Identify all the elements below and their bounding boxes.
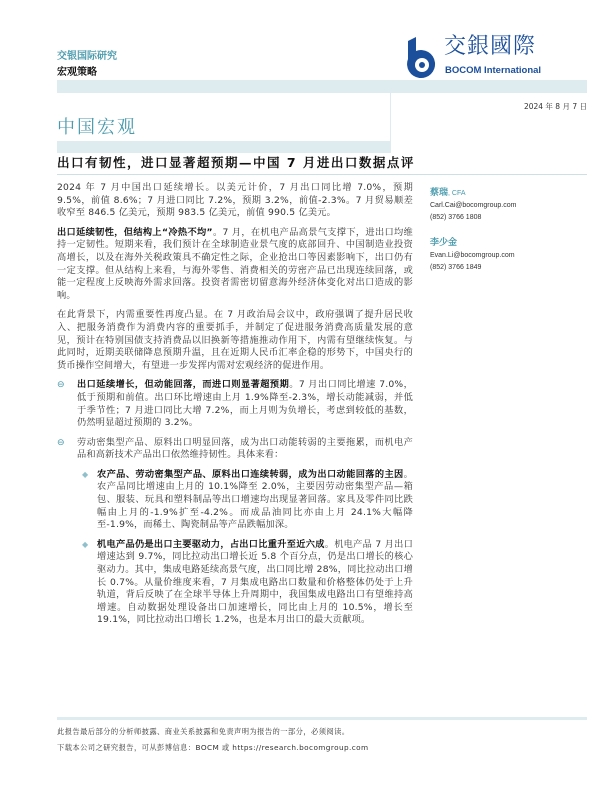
bullet-text: 。农产品同比增速由上月的 10.1%降至 2.0%，主要因劳动密集型产品—箱包、服装、玩具和塑料制品等出口增速均出现显著回落。家具及零件同比跌幅由上月的-1.9%扩至-4.2%。而成品油同比亦由上月 24.1%大幅降至-1.9%，而稀土、陶瓷制品等产品跌幅加深。 xyxy=(97,468,413,531)
sub-bullet-item xyxy=(57,469,413,532)
footer-divider xyxy=(57,717,587,720)
report-body xyxy=(57,182,413,634)
department: 宏观策略 xyxy=(57,67,97,78)
divider xyxy=(390,93,391,153)
header-band xyxy=(57,80,587,93)
lead-in: 农产品、劳动密集型产品、原料出口连续转弱，成为出口动能回落的主因 xyxy=(97,468,404,480)
bullet-item xyxy=(57,437,413,462)
logo-text-cn: 交銀國際 xyxy=(444,34,537,59)
author-phone: (852) 3766 1849 xyxy=(430,264,482,271)
report-title: 出口有韧性，进口显著超预期—中国 7 月进出口数据点评 xyxy=(57,155,415,170)
download-note: 下载本公司之研究报告，可从彭博信息：BOCM 或 https://research.bocomgroup.com xyxy=(57,743,369,752)
author-name: 蔡瑞 xyxy=(430,187,449,197)
section-title: 中国宏观 xyxy=(57,117,137,138)
author-credential: , CFA xyxy=(448,190,466,197)
bullet-text: 。7 月出口同比增速 7.0%，低于预期和前值。出口环比增速由上月 1.9%降至-2.3%，增长动能减弱，并低于季节性；7 月进口同比大增 7.2%，而上月则为负增长，考虑到较低的基数，仍然明显超过预期的 3.2%。 xyxy=(77,379,413,429)
summary-paragraph: 2024 年 7 月中国出口延续增长。以美元计价，7 月出口同比增 7.0%，预期 9.5%，前值 8.6%；7 月进口同比 7.2%，预期 3.2%，前值-2.3%。7 月贸易顺差收窄至 846.5 亿美元，预期 983.5 亿美元，前值 990.5 亿美元。 xyxy=(57,182,413,219)
sub-bullet-item xyxy=(57,539,413,627)
sub-bullet-icon: ◆ xyxy=(82,469,89,479)
sub-bullet-icon: ◆ xyxy=(82,539,89,549)
bullet-text: 劳动密集型产品、原料出口明显回落，成为出口动能转弱的主要拖累，而机电产品和高新技术产品出口依然维持韧性。具体来看： xyxy=(77,436,413,461)
logo-text-en: BOCOM International xyxy=(445,65,542,76)
section-band xyxy=(57,141,390,153)
author-card xyxy=(430,236,516,274)
report-date: 2024 年 8 月 7 日 xyxy=(523,102,587,111)
lead-in: 出口延续韧性，但结构上“冷热不均” xyxy=(57,226,213,238)
author-phone: (852) 3766 1808 xyxy=(430,214,482,221)
bullet-icon: ⊖ xyxy=(57,380,65,391)
paragraph-domestic-demand: 在此背景下，内需重要性再度凸显。在 7 月政治局会议中，政府强调了提升居民收入、把服务消费作为消费内容的重要抓手，并制定了促进服务消费高质量发展的意见，预计在特别国债支持消费品以旧换新等措施推动作用下，内需有望继续恢复。与此同时，近期美联储降息预期升温，且在近期人民币汇率企稳的形势下，中国央行的货币操作空间增大，有望进一步发挥内需对宏观经济的促进作用。 xyxy=(57,309,413,371)
bocom-logo xyxy=(402,34,592,79)
disclaimer-note: 此报告最后部分的分析师披露、商业关系披露和免责声明为报告的一部分，必须阅读。 xyxy=(57,727,350,736)
paragraph-export-resilience xyxy=(57,227,413,303)
divider xyxy=(57,174,587,175)
author-email[interactable]: Evan.Li@bocomgroup.com xyxy=(430,252,515,259)
author-email[interactable]: Carl.Cai@bocomgroup.com xyxy=(430,202,517,209)
bullet-item xyxy=(57,379,413,429)
author-panel xyxy=(430,186,516,286)
author-card xyxy=(430,186,516,224)
paragraph-text: 。7 月，在机电产品高景气支撑下，进出口均维持一定韧性。短期来看，我们预计在全球制造业景气度的底部回升、中国制造业投资高增长，以及在海外关税政策具不确定性之际，企业抢出口等因素影响下，出口仍有一定支撑。但从结构上来看，与海外零售、消费相关的劳密产品已出现连续回落，或能一定程度上反映海外需求回落。投资者需密切留意海外经济体变化对出口造成的影响。 xyxy=(57,226,413,301)
bullet-icon: ⊖ xyxy=(57,437,65,448)
lead-in: 出口延续增长，但动能回落，而进口则显著超预期 xyxy=(77,379,290,391)
firm-name: 交银国际研究 xyxy=(57,51,117,62)
lead-in: 机电产品仍是出口主要驱动力，占出口比重升至近六成 xyxy=(97,538,325,550)
author-name: 李少金 xyxy=(430,237,458,247)
logo-mark-icon xyxy=(402,37,442,79)
bullet-text: 。机电产品 7 月出口增速达到 9.7%，同比拉动出口增长近 5.8 个百分点，仍是出口增长的核心驱动力。其中，集成电路延续高景气度，出口同比增 28%，同比拉动出口增长 0.7%。从量价维度来看，7 月集成电路出口数量和价格整体仍处于上升轨道，背后反映了在全球半导体上升周期中，我国集成电路出口有望维持高增速。自动数据处理设备出口加速增长，同比由上月的 10.5%，增长至 19.1%，同比拉动出口增长 1.2%，也是本月出口的最大贡献项。 xyxy=(97,538,413,626)
